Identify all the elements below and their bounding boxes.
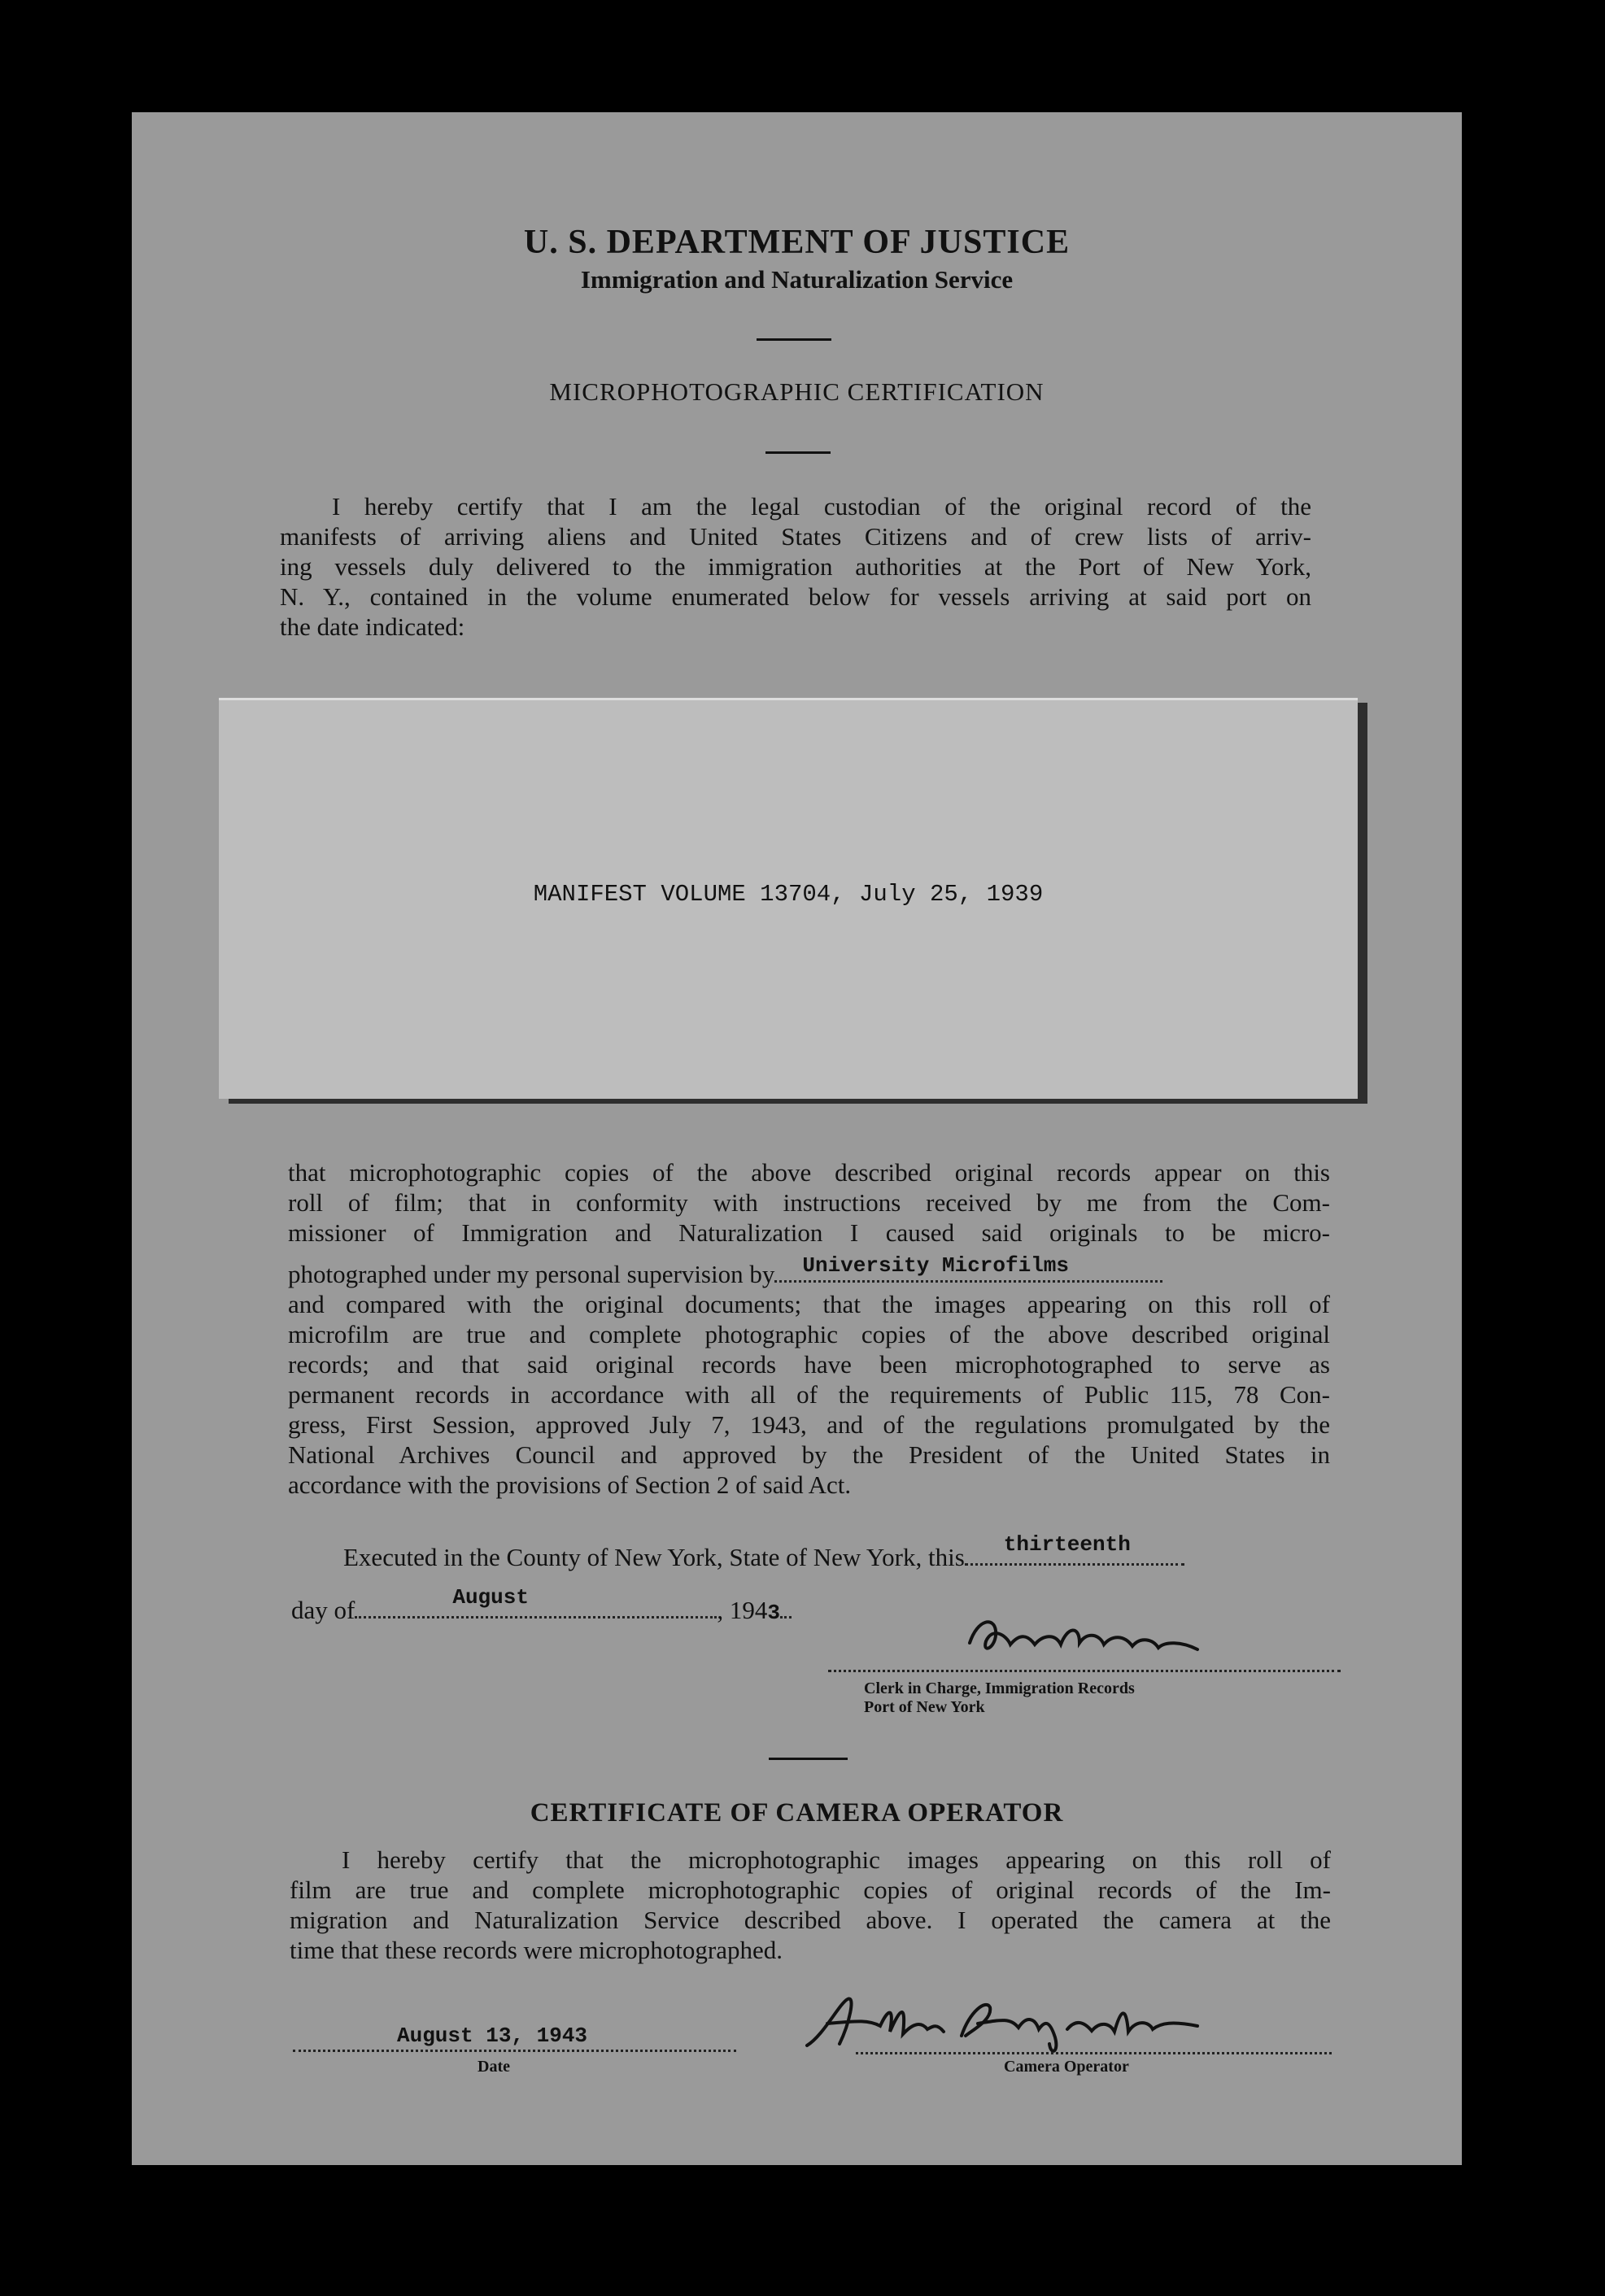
text-line: manifests of arriving aliens and United States Citizens and of crew lists of arriv- [280,522,1311,551]
text-line: migration and Naturalization Service described above. I operated the camera at the [290,1906,1331,1934]
camera-heading: CERTIFICATE OF CAMERA OPERATOR [530,1798,1064,1828]
executed-day-field [965,1532,1184,1566]
text-line: film are true and complete microphotographic copies of original records of the Im- [290,1876,1331,1904]
executed-text: Executed in the County of New York, State of New York, this [343,1543,965,1571]
clerk-signature [905,1610,1328,1675]
supervisor-name: University Microfilms [802,1253,1070,1278]
camera-date-field [293,2024,736,2052]
text-line: roll of film; that in conformity with instructions received by me from the Com- [288,1188,1330,1217]
clerk-title: Clerk in Charge, Immigration Records [864,1680,1135,1697]
text-line: I hereby certify that I am the legal custodian of the original record of the [332,492,1311,521]
month-field [355,1585,717,1619]
intro-paragraph [280,491,1311,642]
text-line: permanent records in accordance with all of the requirements of Public 115, 78 Con- [288,1380,1330,1409]
divider-rule [757,338,831,341]
year-field [780,1595,792,1619]
department-title: U. S. DEPARTMENT OF JUSTICE [523,224,1071,261]
text-line: I hereby certify that the microphotographic images appearing on this roll of [342,1845,1331,1874]
date-label: Date [478,2058,510,2076]
executed-line [343,1532,1184,1572]
text-line: microfilm are true and complete photographic copies of the above described original [288,1320,1330,1348]
divider-rule [769,1758,848,1760]
camera-date: August 13, 1943 [397,2024,588,2048]
text-line: missioner of Immigration and Naturalization I caused said originals to be micro- [288,1218,1330,1247]
clerk-port: Port of New York [864,1698,985,1716]
certification-title: MICROPHOTOGRAPHIC CERTIFICATION [549,377,1045,406]
text-line: records; and that said original records have been microphotographed to serve as [288,1350,1330,1379]
text-line: gress, First Session, approved July 7, 1943, and of the regulations promulgated by the [288,1410,1330,1439]
clerk-signature-line [828,1670,1341,1672]
supervision-text: photographed under my personal supervision by [288,1260,775,1288]
camera-operator-signature [791,1987,1246,2060]
divider-rule [765,451,831,454]
body-paragraph [288,1157,1330,1500]
month-value: August [452,1585,529,1610]
day-of-line [291,1585,792,1625]
executed-day: thirteenth [1003,1532,1131,1557]
text-line: time that these records were microphotographed. [290,1936,783,1964]
camera-operator-line [856,2052,1332,2054]
year-prefix: , 194 [717,1596,768,1624]
year-digit: 3 [767,1601,780,1625]
text-line: ing vessels duly delivered to the immigration authorities at the Port of New York, [280,552,1311,581]
manifest-slip [219,698,1358,1099]
text-line: National Archives Council and approved by the President of the United States in [288,1440,1330,1469]
manifest-volume-label: MANIFEST VOLUME 13704, July 25, 1939 [533,881,1044,908]
service-subtitle: Immigration and Naturalization Service [580,265,1014,294]
text-line: and compared with the original documents; that the images appearing on this roll of [288,1290,1330,1318]
text-line: accordance with the provisions of Section 2 of said Act. [288,1470,852,1499]
supervisor-field [774,1253,1162,1283]
supervision-line [288,1253,1330,1289]
day-of-text: day of [291,1596,355,1624]
camera-operator-label: Camera Operator [1004,2058,1129,2076]
text-line: the date indicated: [280,612,465,641]
camera-paragraph [290,1845,1331,1965]
text-line: N. Y., contained in the volume enumerated below for vessels arriving at said port on [280,582,1311,611]
certificate-page [132,112,1462,2165]
text-line: that microphotographic copies of the above described original records appear on this [288,1158,1330,1187]
